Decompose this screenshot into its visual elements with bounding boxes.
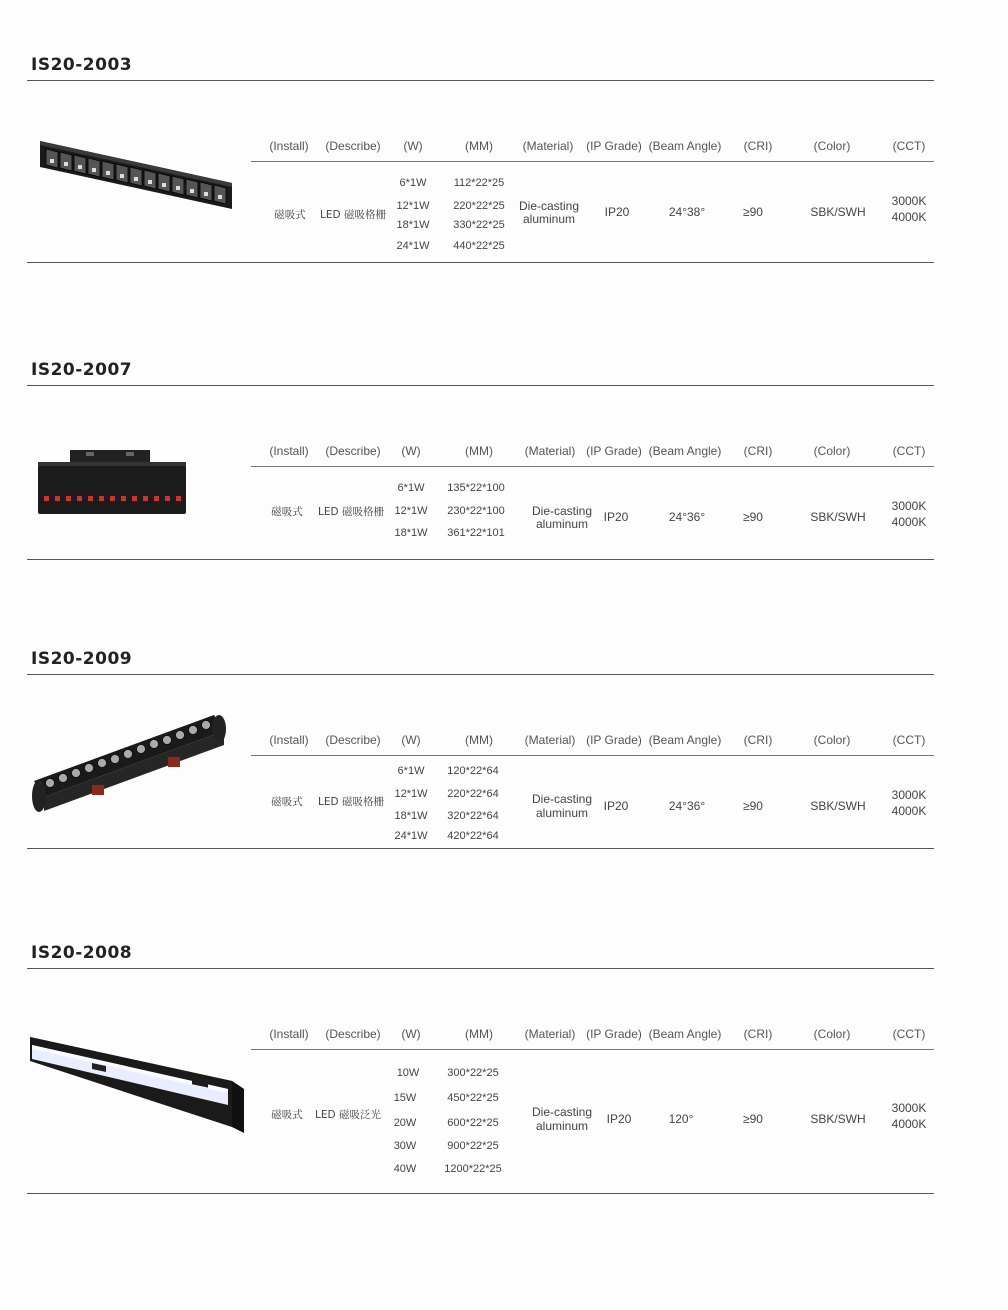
header-install: (Install) (269, 733, 309, 747)
watt-cell: 12*1W (396, 200, 430, 212)
header-beam-angle: (Beam Angle) (648, 444, 722, 458)
ip-grade-cell: IP20 (603, 510, 629, 524)
dimension-cell: 220*22*64 (447, 788, 499, 800)
install-cell: 磁吸式 (274, 209, 306, 221)
color-cell: SBK/SWH (810, 799, 866, 813)
dimension-cell: 320*22*64 (447, 810, 499, 822)
cct-cell: 3000K (891, 499, 927, 513)
cct-cell: 3000K (891, 194, 927, 208)
cct-cell: 4000K (891, 210, 927, 224)
material-cell: aluminum (535, 1119, 589, 1133)
ip-grade-cell: IP20 (603, 799, 629, 813)
header-cct: (CCT) (892, 733, 926, 747)
color-cell: SBK/SWH (810, 205, 866, 219)
dimension-cell: 220*22*25 (453, 200, 505, 212)
cri-cell: ≥90 (743, 1112, 763, 1126)
header-watt: (W) (403, 139, 423, 153)
header-describe: (Describe) (325, 139, 381, 153)
material-cell: Die-casting (518, 199, 580, 213)
install-cell: 磁吸式 (271, 1109, 303, 1121)
header-material: (Material) (524, 1027, 576, 1041)
dimension-cell: 450*22*25 (447, 1092, 499, 1104)
color-cell: SBK/SWH (810, 510, 866, 524)
dimension-cell: 230*22*100 (447, 505, 505, 517)
dimension-cell: 900*22*25 (447, 1140, 499, 1152)
material-cell: Die-casting (531, 1105, 593, 1119)
watt-cell: 24*1W (396, 240, 430, 252)
cct-cell: 3000K (891, 788, 927, 802)
section-top-rule (27, 968, 934, 969)
header-beam-angle: (Beam Angle) (648, 733, 722, 747)
section-top-rule (27, 80, 934, 81)
watt-cell: 6*1W (399, 177, 427, 189)
cct-cell: 4000K (891, 515, 927, 529)
header-rule (251, 466, 934, 467)
cct-cell: 4000K (891, 804, 927, 818)
header-color: (Color) (813, 1027, 851, 1041)
watt-cell: 24*1W (394, 830, 428, 842)
watt-cell: 12*1W (394, 505, 428, 517)
section-bottom-rule (27, 262, 934, 263)
material-cell: aluminum (535, 517, 589, 531)
header-color: (Color) (813, 139, 851, 153)
dimension-cell: 361*22*101 (447, 527, 505, 539)
header-cri: (CRI) (743, 444, 773, 458)
beam-angle-cell: 24°36° (668, 510, 706, 524)
header-rule (251, 1049, 934, 1050)
header-cri: (CRI) (743, 139, 773, 153)
watt-cell: 15W (393, 1092, 417, 1104)
dimension-cell: 135*22*100 (447, 482, 505, 494)
header-ip-grade: (IP Grade) (586, 733, 642, 747)
material-cell: Die-casting (531, 792, 593, 806)
header-mm: (MM) (465, 733, 493, 747)
beam-angle-cell: 24°36° (668, 799, 706, 813)
header-watt: (W) (401, 733, 421, 747)
describe-cell: LED 磁吸格栅 (318, 796, 384, 808)
header-cct: (CCT) (892, 139, 926, 153)
header-watt: (W) (401, 444, 421, 458)
grille-light-image (36, 448, 196, 518)
beam-angle-cell: 24°38° (668, 205, 706, 219)
dimension-cell: 120*22*64 (447, 765, 499, 777)
header-ip-grade: (IP Grade) (586, 139, 642, 153)
section-bottom-rule (27, 559, 934, 560)
dimension-cell: 112*22*25 (453, 177, 505, 189)
header-install: (Install) (269, 444, 309, 458)
section-bottom-rule (27, 848, 934, 849)
dimension-cell: 420*22*64 (447, 830, 499, 842)
section-bottom-rule (27, 1193, 934, 1194)
describe-cell: LED 磁吸格栅 (318, 506, 384, 518)
describe-cell: LED 磁吸泛光 (315, 1109, 381, 1121)
product-model-title: IS20-2007 (31, 360, 133, 380)
cct-cell: 3000K (891, 1101, 927, 1115)
watt-cell: 20W (393, 1117, 417, 1129)
header-ip-grade: (IP Grade) (586, 444, 642, 458)
grille-light-image (36, 135, 236, 215)
watt-cell: 12*1W (394, 788, 428, 800)
header-mm: (MM) (465, 1027, 493, 1041)
ip-grade-cell: IP20 (604, 205, 630, 219)
material-cell: aluminum (522, 212, 576, 226)
header-beam-angle: (Beam Angle) (648, 1027, 722, 1041)
watt-cell: 18*1W (394, 810, 428, 822)
header-cct: (CCT) (892, 1027, 926, 1041)
dimension-cell: 600*22*25 (447, 1117, 499, 1129)
header-rule (251, 755, 934, 756)
watt-cell: 40W (393, 1163, 417, 1175)
product-model-title: IS20-2008 (31, 943, 133, 963)
ip-grade-cell: IP20 (606, 1112, 632, 1126)
header-cct: (CCT) (892, 444, 926, 458)
header-rule (251, 161, 934, 162)
header-ip-grade: (IP Grade) (586, 1027, 642, 1041)
header-mm: (MM) (465, 139, 493, 153)
beam-angle-cell: 120° (668, 1112, 694, 1126)
header-cri: (CRI) (743, 1027, 773, 1041)
material-cell: aluminum (535, 806, 589, 820)
dimension-cell: 300*22*25 (447, 1067, 499, 1079)
header-material: (Material) (524, 733, 576, 747)
watt-cell: 18*1W (396, 219, 430, 231)
dimension-cell: 440*22*25 (453, 240, 505, 252)
watt-cell: 18*1W (394, 527, 428, 539)
header-color: (Color) (813, 444, 851, 458)
header-material: (Material) (522, 139, 574, 153)
cri-cell: ≥90 (743, 510, 763, 524)
section-top-rule (27, 385, 934, 386)
header-install: (Install) (269, 139, 309, 153)
header-install: (Install) (269, 1027, 309, 1041)
watt-cell: 6*1W (397, 482, 425, 494)
header-describe: (Describe) (325, 733, 381, 747)
grille-light-image (28, 711, 228, 821)
describe-cell: LED 磁吸格栅 (320, 209, 386, 221)
header-watt: (W) (401, 1027, 421, 1041)
header-beam-angle: (Beam Angle) (648, 139, 722, 153)
header-material: (Material) (524, 444, 576, 458)
install-cell: 磁吸式 (271, 506, 303, 518)
watt-cell: 6*1W (397, 765, 425, 777)
cct-cell: 4000K (891, 1117, 927, 1131)
watt-cell: 30W (393, 1140, 417, 1152)
product-model-title: IS20-2009 (31, 649, 133, 669)
color-cell: SBK/SWH (810, 1112, 866, 1126)
linear-flood-light-image (26, 1033, 248, 1133)
header-color: (Color) (813, 733, 851, 747)
header-describe: (Describe) (325, 444, 381, 458)
dimension-cell: 330*22*25 (453, 219, 505, 231)
cri-cell: ≥90 (743, 205, 763, 219)
cri-cell: ≥90 (743, 799, 763, 813)
watt-cell: 10W (396, 1067, 420, 1079)
product-model-title: IS20-2003 (31, 55, 133, 75)
header-mm: (MM) (465, 444, 493, 458)
header-describe: (Describe) (325, 1027, 381, 1041)
dimension-cell: 1200*22*25 (444, 1163, 502, 1175)
install-cell: 磁吸式 (271, 796, 303, 808)
section-top-rule (27, 674, 934, 675)
material-cell: Die-casting (531, 504, 593, 518)
header-cri: (CRI) (743, 733, 773, 747)
